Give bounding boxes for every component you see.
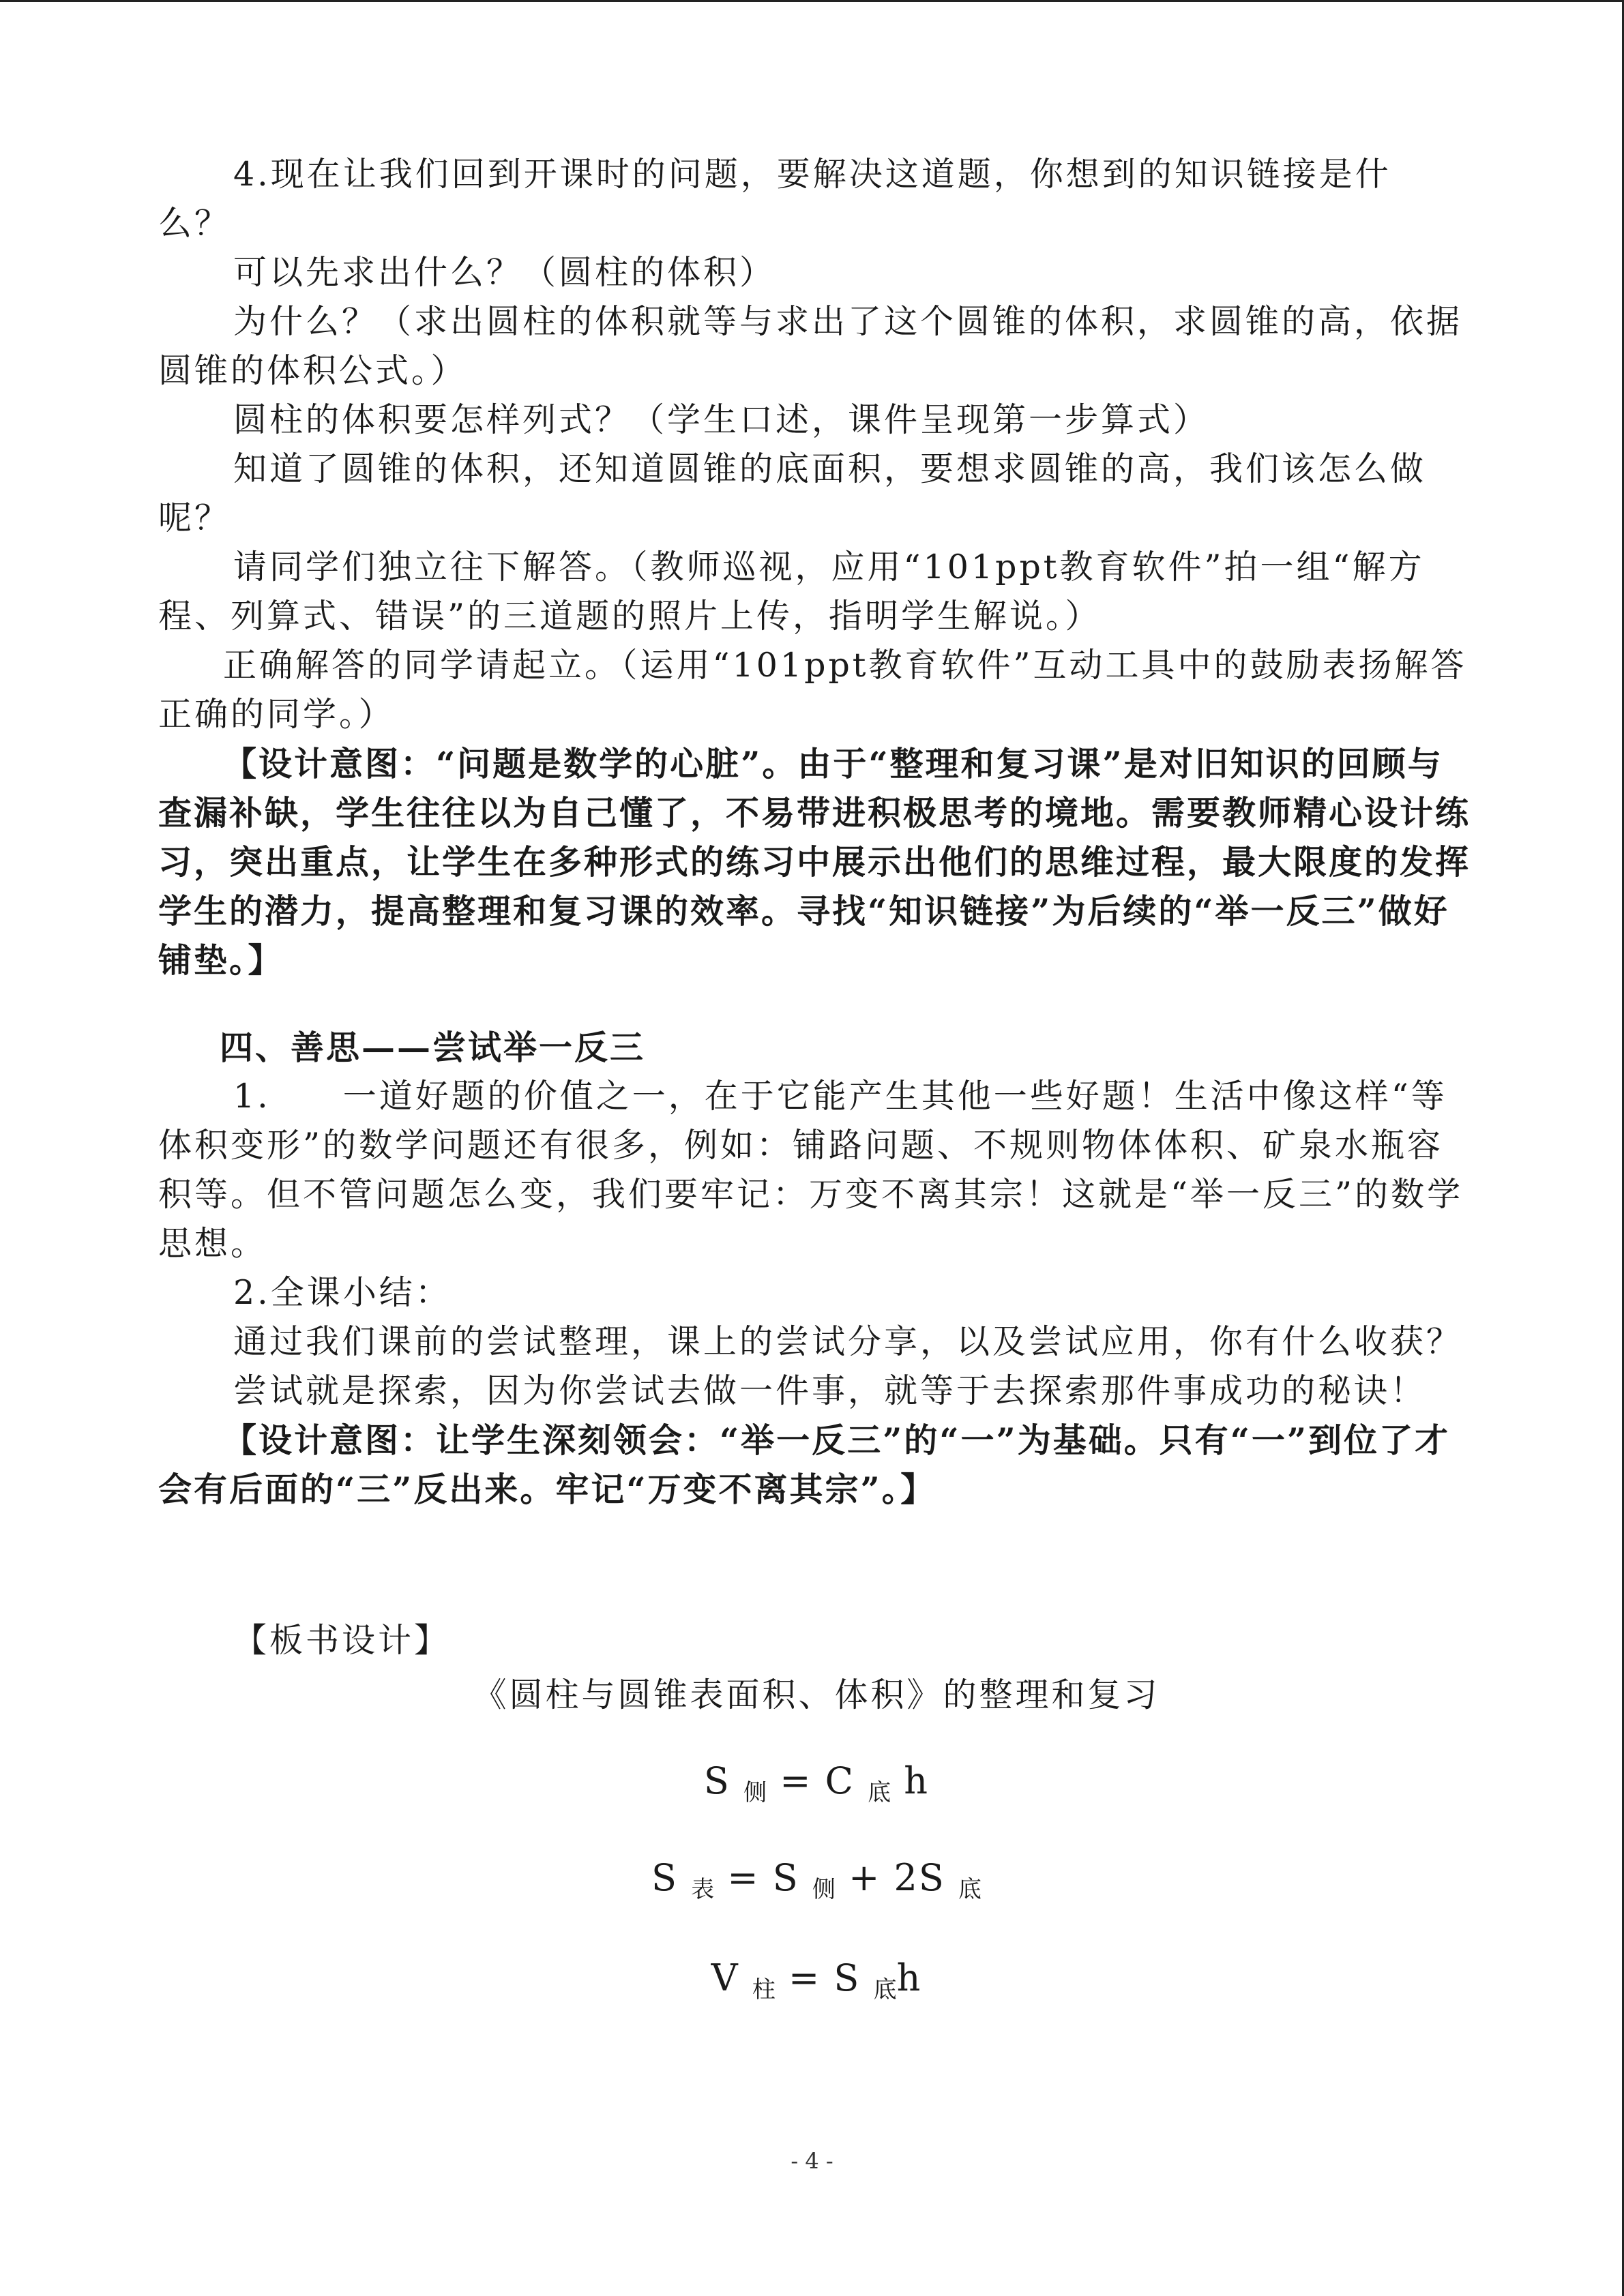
formula-term: S	[651, 1856, 678, 1899]
formula-term: C	[825, 1759, 855, 1802]
spacer	[158, 985, 1475, 1023]
formula-operator: =	[714, 1856, 773, 1899]
paragraph-harvest: 通过我们课前的尝试整理，课上的尝试分享，以及尝试应用，你有什么收获？	[233, 1322, 1463, 1361]
formula-term: 2S	[894, 1856, 945, 1899]
formula-subscript: 侧	[743, 1779, 767, 1806]
formula-subscript: 表	[691, 1876, 715, 1903]
formula-surface-area	[158, 1834, 1475, 1934]
formula-term: h	[896, 1956, 922, 1999]
formula-operator: +	[835, 1856, 894, 1899]
design-intent-4: 【设计意图：让学生深刻领会：“举一反三”的“一”为基础。只有“一”到位了才会有后面的“三”反出来。牢记“万变不离其宗”。】	[158, 1420, 1451, 1509]
formula-subscript: 底	[958, 1876, 982, 1903]
formula-subscript: 底	[873, 1976, 897, 2003]
formula-term: S	[772, 1856, 799, 1899]
paragraph-cone-height: 知道了圆锥的体积，还知道圆锥的底面积，要想求圆锥的高，我们该怎么做呢？	[158, 449, 1427, 537]
board-title: 《圆柱与圆锥表面积、体积》的整理和复习	[473, 1675, 1160, 1714]
formula-operator: =	[775, 1956, 834, 1999]
paragraph-cylinder-volume: 可以先求出什么？（圆柱的体积）	[233, 253, 776, 292]
spacer	[158, 1720, 1475, 1740]
document-page	[158, 150, 1475, 2034]
formula-subscript: 柱	[752, 1976, 776, 2003]
formula-subscript: 侧	[812, 1876, 836, 1903]
spacer	[158, 1514, 1475, 1616]
paragraph-independent-solve: 请同学们独立往下解答。（教师巡视，应用“101ppt教育软件”拍一组“解方程、列算式、错误”的三道题的照片上传，指明学生解说。）	[158, 548, 1425, 636]
formula-operator: =	[767, 1759, 825, 1802]
design-intent-3: 【设计意图：“问题是数学的心脏”。由于“整理和复习课”是对旧知识的回顾与查漏补缺，学生往往以为自己懂了，不易带进积极思考的境地。需要教师精心设计练习，突出重点，让学生在多种形式的练习中展示出他们的思维过程，最大限度的发挥学生的潜力，提高整理和复习课的效率。寻找“知识链接”为后续的“举一反三”做好铺垫。】	[158, 744, 1471, 980]
paragraph-why: 为什么？（求出圆柱的体积就等与求出了这个圆锥的体积，求圆锥的高，依据圆锥的体积公式。）	[158, 302, 1463, 390]
board-design-heading: 【板书设计】	[233, 1621, 451, 1660]
paragraph-good-problem: 1. 一道好题的价值之一，在于它能产生其他一些好题！生活中像这样“等体积变形”的数学问题还有很多，例如：铺路问题、不规则物体体积、矿泉水瓶容积等。但不管问题怎么变，我们要牢记：万变不离其宗！这就是“举一反三”的数学思想。	[158, 1077, 1464, 1263]
page-border-top	[0, 0, 1624, 2]
paragraph-explore: 尝试就是探索，因为你尝试去做一件事，就等于去探索那件事成功的秘诀！	[233, 1371, 1427, 1410]
paragraph-question-cont: 么？	[158, 204, 231, 243]
paragraph-question: 4.现在让我们回到开课时的问题，要解决这道题，你想到的知识链接是什	[233, 155, 1391, 194]
paragraph-stand-up: 正确解答的同学请起立。（运用“101ppt教育软件”互动工具中的鼓励表扬解答正确的同学。）	[158, 646, 1467, 734]
formula-cylinder-volume	[158, 1934, 1475, 2034]
formula-lateral-area	[158, 1740, 1475, 1834]
paragraph-summary-label: 2.全课小结：	[233, 1273, 452, 1312]
formula-term: h	[891, 1759, 930, 1802]
page-number: - 4 -	[791, 2148, 833, 2174]
formula-term: V	[711, 1956, 739, 1999]
paragraph-formula-question: 圆柱的体积要怎样列式？（学生口述，课件呈现第一步算式）	[233, 400, 1210, 439]
formula-term: S	[703, 1759, 730, 1802]
formula-subscript: 底	[868, 1779, 891, 1806]
section-heading-4: 四、善思——尝试举一反三	[220, 1028, 646, 1067]
formula-term: S	[833, 1956, 861, 1999]
